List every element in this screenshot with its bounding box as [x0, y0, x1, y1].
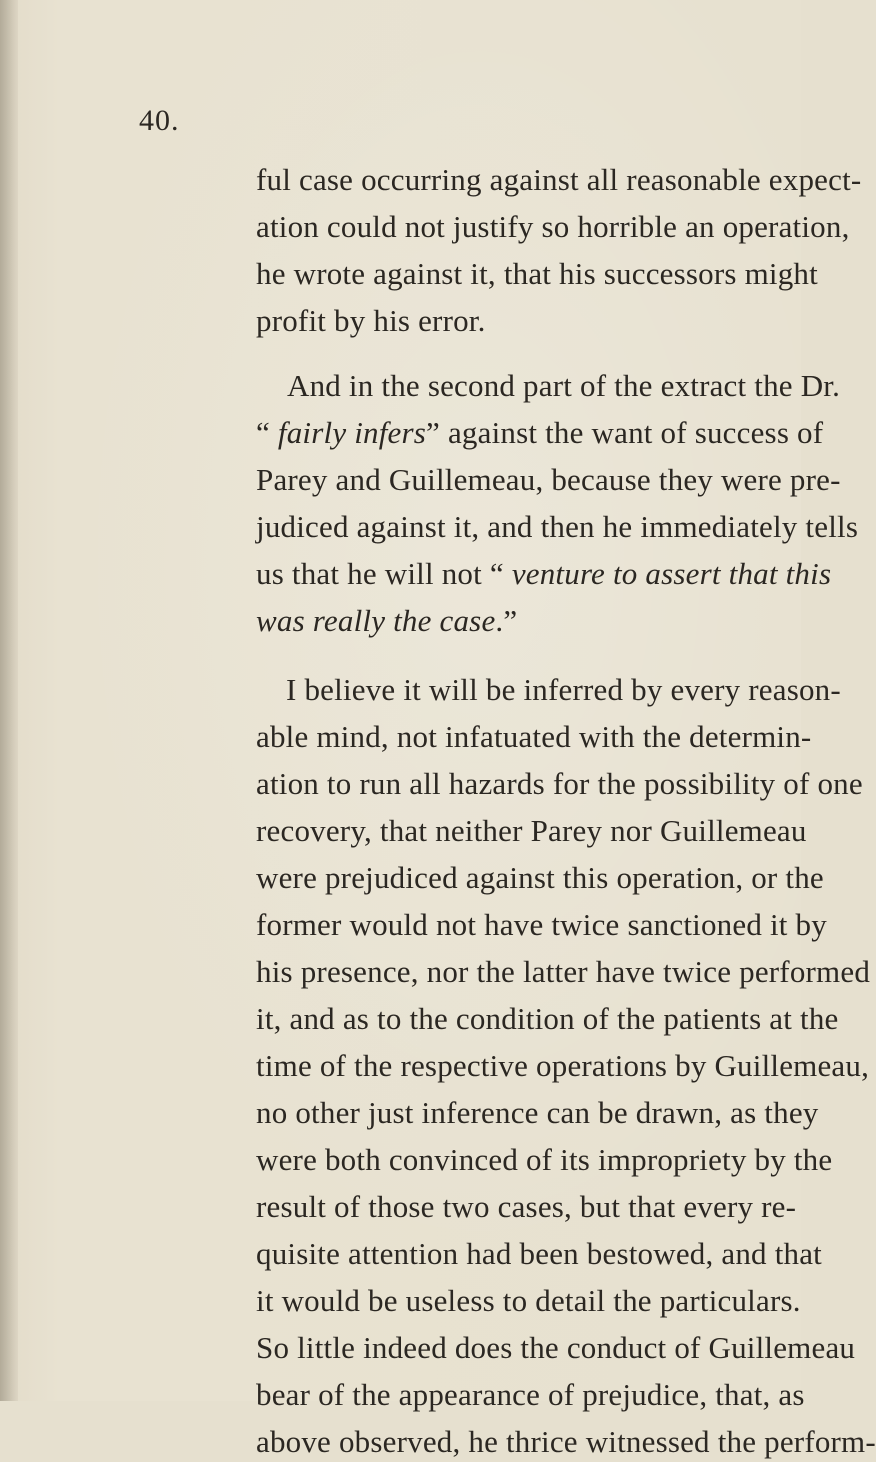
text-line: bear of the appearance of prejudice, that, as: [256, 1377, 805, 1412]
text-line: it would be useless to detail the particulars.: [256, 1283, 801, 1318]
text-line: no other just inference can be drawn, as they: [256, 1095, 819, 1130]
text-line: ful case occurring against all reasonable expect-: [256, 162, 862, 197]
text-line: ation to run all hazards for the possibility of one: [256, 766, 863, 801]
text-line: he wrote against it, that his successors might: [256, 256, 818, 291]
text-line: profit by his error.: [256, 303, 486, 338]
text-line: I believe it will be inferred by every reason-: [286, 672, 841, 707]
text-line: So little indeed does the conduct of Guillemeau: [256, 1330, 856, 1365]
text-line: quisite attention had been bestowed, and that: [256, 1236, 822, 1271]
text-line: result of those two cases, but that every re-: [256, 1189, 797, 1224]
text-line: Parey and Guillemeau, because they were pre-: [256, 462, 841, 497]
page-binding-shadow: [0, 0, 18, 1401]
text-line: judiced against it, and then he immediately tells: [256, 509, 859, 544]
text-line: were both convinced of its impropriety by the: [256, 1142, 833, 1177]
text-line: recovery, that neither Parey nor Guillemeau: [256, 813, 807, 848]
text-line: “ fairly infers” against the want of success of: [256, 415, 824, 450]
text-line: And in the second part of the extract the Dr.: [287, 368, 841, 403]
text-line: time of the respective operations by Guillemeau,: [256, 1048, 870, 1083]
text-line: ation could not justify so horrible an operation,: [256, 209, 850, 244]
text-line: were prejudiced against this operation, or the: [256, 860, 824, 895]
text-line: it, and as to the condition of the patients at the: [256, 1001, 839, 1036]
text-line: was really the case.”: [256, 603, 518, 638]
text-line: us that he will not “ venture to assert that this: [256, 556, 832, 591]
text-line: his presence, nor the latter have twice performed: [256, 954, 871, 989]
text-line: able mind, not infatuated with the determin-: [256, 719, 812, 754]
page-number: 40.: [139, 104, 180, 137]
text-line: above observed, he thrice witnessed the perform-: [256, 1424, 876, 1459]
text-line: former would not have twice sanctioned it by: [256, 907, 827, 942]
